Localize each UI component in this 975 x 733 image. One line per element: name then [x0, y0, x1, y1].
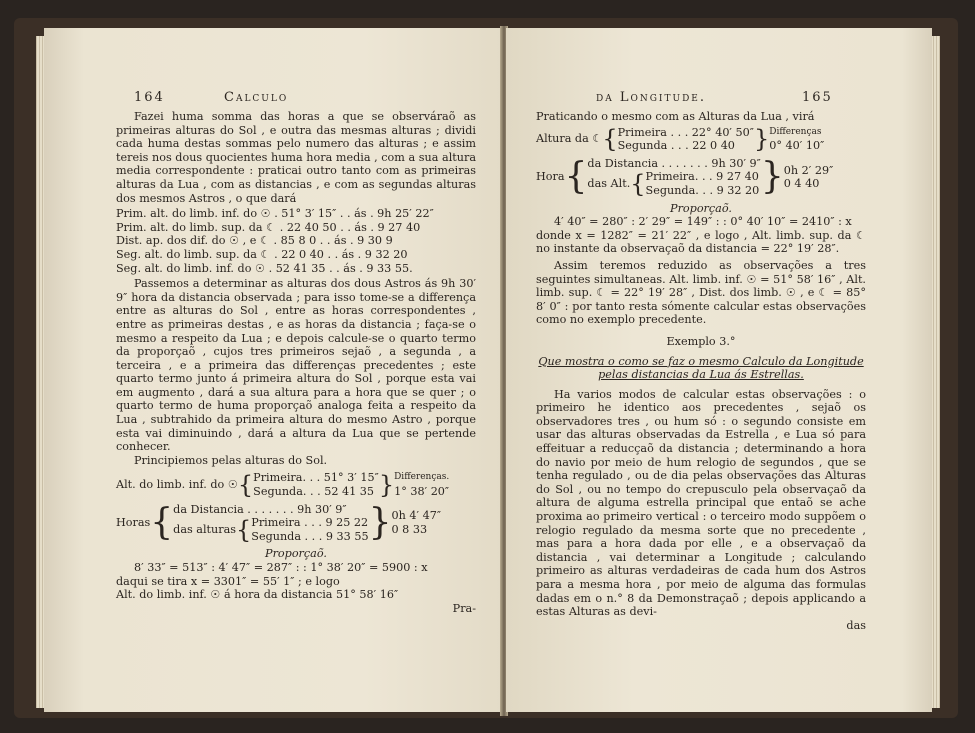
- brace-icon: }: [760, 156, 784, 198]
- hours-sub-row: Segunda. . . 9 32 20: [645, 183, 760, 197]
- left-text-block: [116, 110, 476, 615]
- left-running-header: Calculo: [224, 90, 289, 105]
- hours-label: Horas: [116, 516, 151, 530]
- calc-line: daqui se tira x = 3301″ = 55′ 1″ ; e logo: [116, 574, 340, 588]
- left-page: [44, 28, 502, 712]
- hours-diff: 0 8 33: [391, 523, 428, 537]
- observation-table: [116, 207, 476, 275]
- right-page: [506, 28, 932, 712]
- alt-row: Segunda. . . 52 41 35: [253, 485, 375, 499]
- hours-row-label: da Distancia: [587, 156, 658, 170]
- hours-row-label: da Distancia: [173, 502, 244, 516]
- hours-row-value: . . . . . . . 9h 30′ 9″: [247, 502, 347, 516]
- moon-altitude-block: [536, 126, 866, 153]
- alt-row: Segunda . . . 22 0 40: [617, 139, 735, 153]
- obs-row: Prim. alt. do limb. sup. da ☾ . 22 40 50 . . ás . 9 27 40: [116, 220, 421, 234]
- alt-label: Alt. do limb. inf. do ☉: [116, 478, 238, 492]
- example-title: Que mostra o como se faz o mesmo Calculo da Longitude pelas distancias da Lua ás Estrellas.: [538, 354, 864, 382]
- intro-paragraph: Fazei huma somma das horas a que se observáraõ as primeiras alturas do Sol , e outra das mesmas alturas ; dividi cada huma destas sommas pelo numero das alturas ; e assim tereis nos dous quocientes huma hora media , com a sua altura media correspondente : praticai outro tanto com as primeiras alturas da Lua , com as distancias , e com as segundas alturas dos mesmos Astros , o que dará: [116, 110, 476, 205]
- brace-icon: }: [753, 125, 770, 154]
- sun-altitude-block: [116, 471, 476, 498]
- hours-diff: 0h 4′ 47″: [391, 509, 442, 523]
- brace-icon: {: [602, 125, 618, 154]
- paragraph-passemos: Passemos a determinar as alturas dos dous Astros ás 9h 30′ 9″ hora da distancia observada ; para isso tome-se a differença entre as alturas do Sol , entre as horas correspondentes , entre as primeiras destas , e as horas da distancia ; faça-se o mesmo a respeito da Lua ; e depois calcule-se o quarto termo da proporçaõ , cujos tres primeiros sejaõ , a segunda , a terceira , e a primeira das differenças precedentes ; este quarto termo junto á primeira altura do Sol , porque esta vai em augmento , dará a sua altura para a hora que se quer ; o quarto termo de huma proporçaõ analoga feita a respeito da Lua , subtrahido da primeira altura do mesmo Astro , porque esta vai diminuindo , dará a altura da Lua que se pertende conhecer.: [116, 277, 476, 454]
- hours-block: [536, 157, 866, 198]
- hours-diff: 0h 2′ 29″: [783, 163, 834, 177]
- alt-row: Primeira . . . 22° 40′ 50″: [617, 125, 754, 139]
- hours-sub-row: Primeira. . . 9 27 40: [645, 170, 759, 184]
- obs-row: Dist. ap. dos dif. do ☉ , e ☾ . 85 8 0 . . ás . 9 30 9: [116, 234, 393, 248]
- left-page-number: 164: [134, 90, 165, 105]
- right-page-number: 165: [802, 90, 833, 105]
- intro-line: Praticando o mesmo com as Alturas da Lua , virá: [536, 110, 815, 123]
- obs-row: Prim. alt. do limb. inf. do ☉ . 51° 3′ 15″ . . ás . 9h 25′ 22″: [116, 207, 434, 221]
- brace-icon: }: [378, 471, 395, 500]
- calc-line: 8′ 33″ = 513″ : 4′ 47″ = 287″ : : 1° 38′ 20″ = 5900 : x: [134, 561, 428, 574]
- proportion-heading: Proporçaõ.: [265, 547, 327, 561]
- brace-icon: {: [237, 471, 254, 500]
- example-heading: Exemplo 3.°: [666, 334, 736, 348]
- brace-icon: {: [150, 502, 174, 544]
- paragraph-principiemos: Principiemos pelas alturas do Sol.: [134, 453, 328, 467]
- obs-row: Seg. alt. do limb. sup. da ☾ . 22 0 40 . . ás . 9 32 20: [116, 247, 408, 261]
- calc-line: Alt. do limb. inf. ☉ á hora da distancia 51° 58′ 16″: [116, 588, 399, 602]
- hours-diff: 0 4 40: [783, 177, 820, 191]
- proportion-heading: Proporçaõ.: [670, 201, 732, 215]
- calc-line: donde x = 1282″ = 21′ 22″ , e logo , Alt. limb. sup. da ☾ no instante da observaçaõ da distancia = 22° 19′ 28″.: [536, 228, 866, 256]
- obs-row: Seg. alt. do limb. inf. do ☉ . 52 41 35 . . ás . 9 33 55.: [116, 261, 413, 275]
- brace-icon: {: [630, 169, 646, 198]
- book: [14, 18, 958, 718]
- hours-sub-row: Segunda . . . 9 33 55: [251, 529, 369, 543]
- alt-label: Altura da ☾: [536, 132, 603, 146]
- right-text-block: [536, 110, 866, 632]
- alt-row: Primeira. . . 51° 3′ 15″: [253, 471, 379, 485]
- hours-sub-row: Primeira . . . 9 25 22: [251, 516, 369, 530]
- catchword: das: [846, 618, 866, 632]
- diff-label: Differenças: [769, 126, 822, 137]
- hours-row-label: das Alt.: [587, 177, 631, 191]
- brace-icon: {: [564, 156, 588, 198]
- brace-icon: }: [368, 502, 392, 544]
- diff-label: Differenças.: [394, 472, 450, 483]
- paragraph-ha: Ha varios modos de calcular estas observações : o primeiro he identico aos precedentes , sejaõ os observadores tres , ou hum só : o segundo consiste em usar das alturas observadas da Estrella , e Lua só para effeituar a reducçaõ da distancia ; determinando a hora do navio por meio de hum relogio de segundos , que se tenha regulado , ou de dia pelas observações das Alturas do Sol , ou no tempo do crepusculo pela observaçaõ da altura de alguma estrella principal que entaõ se ache proxima ao primeiro vertical : o terceiro modo suppõem o relogio regulado da mesma sorte que no precedente , mas para a hora dada por elle , e a observaçaõ da distancia , vai determinar a Longitude ; calculando primeiro as alturas verdadeiras de cada hum dos Astros para a mesma hora , por meio de alguma das formulas dadas em o n.° 8 da Demonstraçaõ ; depois applicando a estas Alturas as devi-: [536, 387, 866, 619]
- hours-row-value: . . . . . . . 9h 30′ 9″: [661, 156, 761, 170]
- hours-row-label: das alturas: [173, 523, 237, 537]
- calc-line: 4′ 40″ = 280″ : 2′ 29″ = 149″ : : 0° 40′ 10″ = 2410″ : x: [554, 215, 852, 229]
- right-running-header: da Longitude.: [596, 90, 706, 105]
- catchword: Pra-: [452, 601, 476, 615]
- hours-block: [116, 503, 476, 544]
- paragraph-assim: Assim teremos reduzido as observações a tres seguintes simultaneas. Alt. limb. inf. ☉ = 51° 58′ 16″ , Alt. limb. sup. ☾ = 22° 19′ 28″ , Dist. dos limb. ☉ , e ☾ = 85° 8′ 0″ : por tanto resta sómente calcular estas observações como no exemplo precedente.: [536, 258, 866, 327]
- diff-value: 0° 40′ 10″: [769, 139, 825, 153]
- hours-label: Hora: [536, 170, 565, 184]
- brace-icon: {: [236, 515, 252, 544]
- diff-value: 1° 38′ 20″: [394, 485, 450, 499]
